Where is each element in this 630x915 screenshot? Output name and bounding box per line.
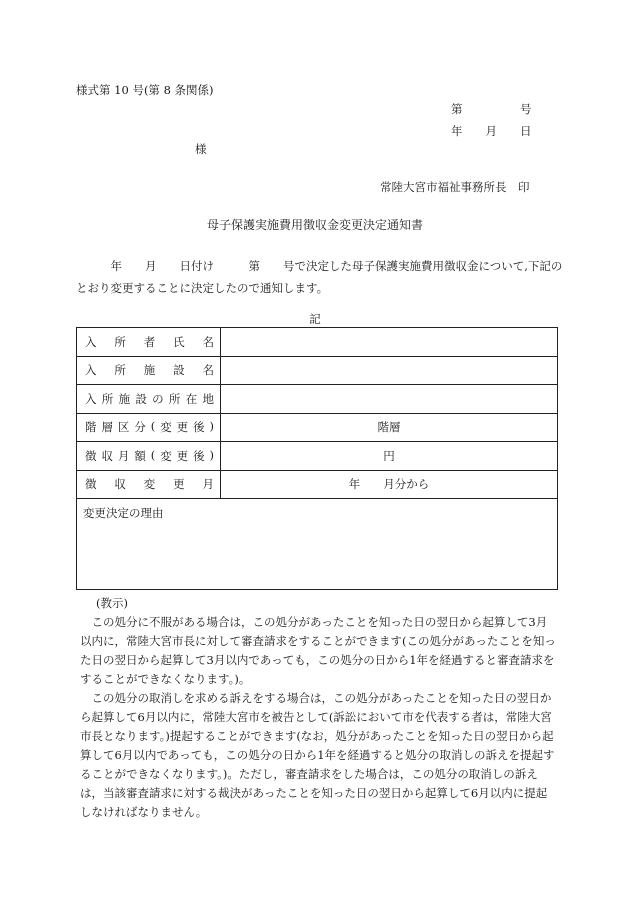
- row-label-cell: [77, 385, 221, 414]
- instructions-body: [80, 613, 558, 822]
- row-label-cell: [77, 470, 221, 499]
- row-value-cell[interactable]: [221, 328, 558, 357]
- row-label-cell: [77, 442, 221, 471]
- notice-body: 年 月 日付け 第 号で決定した母子保護実施費用徴収金について,下記のとおり変更することに決定したので通知します。: [76, 259, 563, 295]
- row-value-cell[interactable]: [221, 442, 558, 471]
- label-char: 所: [168, 391, 181, 406]
- label-char: 更: [173, 477, 185, 492]
- label-char: (: [150, 419, 156, 434]
- row-label: [77, 391, 220, 407]
- reference-date-line: 年 月 日: [451, 124, 532, 138]
- row-value-cell[interactable]: [221, 356, 558, 385]
- label-char: 名: [202, 334, 214, 349]
- row-value: 年 月分から: [348, 477, 430, 492]
- label-char: 所: [114, 363, 126, 378]
- row-label-cell: [77, 356, 221, 385]
- label-char: 月: [117, 448, 130, 463]
- label-char: 収: [114, 477, 126, 492]
- label-char: 収: [101, 448, 113, 463]
- table-row: [77, 442, 558, 471]
- row-value-cell[interactable]: [221, 413, 558, 442]
- label-char: の: [152, 391, 164, 406]
- document-title: 母子保護実施費用徴収金変更決定通知書: [206, 218, 423, 232]
- table-row: [77, 356, 558, 385]
- label-char: 層: [101, 420, 113, 435]
- label-char: 階: [85, 420, 97, 435]
- label-char: 設: [173, 363, 185, 378]
- label-char: 徴: [85, 448, 97, 463]
- label-char: 入: [85, 334, 97, 349]
- label-char: 在: [185, 391, 198, 406]
- row-value-cell[interactable]: [221, 470, 558, 499]
- ki-marker: 記: [309, 312, 321, 326]
- label-char: 徴: [85, 477, 97, 492]
- row-label: [77, 334, 220, 350]
- details-table: [76, 327, 558, 590]
- label-char: 月: [202, 477, 214, 492]
- label-char: 者: [143, 334, 156, 349]
- row-value-cell[interactable]: [221, 385, 558, 414]
- label-char: 施: [143, 363, 156, 378]
- label-char: 更: [176, 448, 189, 463]
- reason-label: 変更決定の理由: [83, 506, 164, 520]
- label-char: 変: [160, 448, 172, 463]
- row-value: 階層: [377, 420, 401, 435]
- row-label: [77, 419, 220, 435]
- reason-row: [77, 499, 558, 590]
- label-char: 入: [85, 391, 97, 406]
- row-label: [77, 448, 220, 464]
- instructions-heading: (教示): [96, 596, 128, 610]
- table-row: [77, 328, 558, 357]
- table-row: [77, 413, 558, 442]
- label-char: 設: [135, 391, 147, 406]
- label-char: 地: [202, 391, 214, 406]
- label-char: (: [150, 447, 156, 462]
- label-char: ): [209, 447, 214, 462]
- label-char: 更: [176, 420, 189, 435]
- label-char: 施: [118, 391, 131, 406]
- label-char: 変: [160, 420, 172, 435]
- label-char: 後: [193, 448, 205, 463]
- table-row: [77, 470, 558, 499]
- row-label-cell: [77, 413, 221, 442]
- label-char: 入: [85, 363, 97, 378]
- sender-line: 常陸大宮市福祉事務所長 印: [380, 180, 530, 194]
- label-char: 名: [202, 363, 214, 378]
- label-char: 区: [117, 420, 130, 435]
- reference-number-line: 第 号: [451, 102, 532, 116]
- row-label: [77, 362, 220, 378]
- label-char: 後: [193, 420, 205, 435]
- label-char: 氏: [173, 334, 185, 349]
- label-char: 額: [134, 448, 146, 463]
- row-value: 円: [383, 448, 395, 463]
- label-char: 分: [134, 420, 146, 435]
- instruction-paragraph-1: この処分に不服がある場合は，この処分があったことを知った日の翌日から起算して3月以内に，常陸大宮市長に対して審査請求をすることができます(この処分があったことを知った日の翌日から起算して3月以内であっても，この処分の日から1年を経過すると審査請求をすることができなくなります。)。: [80, 615, 556, 686]
- row-label-cell: [77, 328, 221, 357]
- form-number: 様式第 10 号(第 8 条関係): [76, 83, 214, 97]
- table-row: [77, 385, 558, 414]
- row-label: [77, 476, 220, 492]
- instruction-paragraph-2: この処分の取消しを求める訴えをする場合は，この処分があったことを知った日の翌日から起算して6月以内に，常陸大宮市を被告として(訴訟において市を代表する者は，常陸大宮市長となります。)提起することができます(なお，処分があったことを知った日の翌日から起算して6月以内であっても，この処分の日から1年を経過すると処分の取消しの訴えを提起することができなくなります。)。ただし，審査請求をした場合は，この処分の取消しの訴えは，当該審査請求に対する裁決があったことを知った日の翌日から起算して6月以内に提起しなければなりません。: [80, 691, 555, 819]
- label-char: 所: [101, 391, 114, 406]
- label-char: 所: [114, 334, 126, 349]
- label-char: ): [209, 419, 214, 434]
- label-char: 変: [143, 477, 156, 492]
- addressee-line: 様: [195, 142, 207, 156]
- reason-cell[interactable]: [77, 499, 558, 590]
